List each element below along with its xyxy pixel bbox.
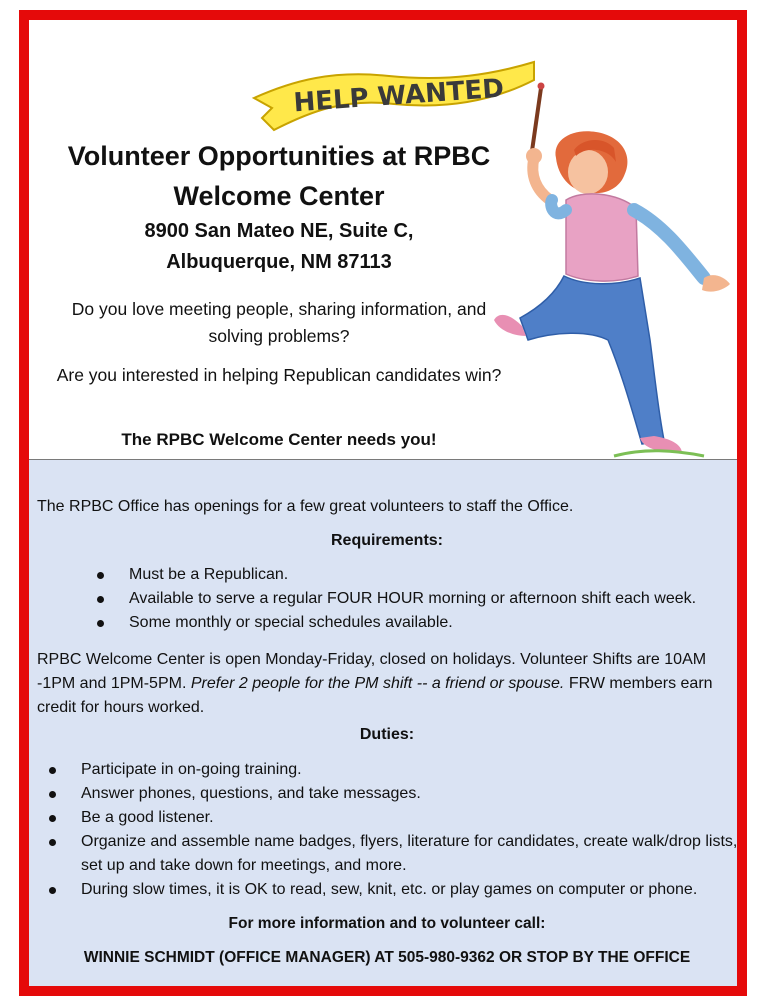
hours-tail: FRW members earn credit for hours worked.: [37, 675, 713, 716]
hand-icon: [526, 148, 542, 164]
pink-shirt: [566, 194, 638, 281]
list-item: [37, 806, 741, 830]
right-hand: [702, 275, 730, 291]
right-arm: [634, 210, 704, 278]
blue-jeans: [520, 276, 664, 444]
title-line-1: Volunteer Opportunities at RPBC: [67, 141, 491, 171]
list-item: [37, 563, 696, 587]
duty-text: Organize and assemble name badges, flyers, literature for candidates, create walk/drop lists, set up and take down for meetings, and more.: [81, 833, 738, 874]
title-line-2: Welcome Center: [173, 181, 385, 211]
list-item: [37, 782, 741, 806]
bullet-icon: [97, 596, 104, 603]
duties-heading: Duties:: [359, 726, 415, 743]
duties-list: [37, 758, 741, 902]
flag-pole: [531, 88, 541, 158]
bullet-icon: [49, 839, 56, 846]
openings-text: The RPBC Office has openings for a few great volunteers to staff the Office.: [37, 498, 574, 515]
flag-pole-tip: [538, 83, 545, 90]
requirement-text: Some monthly or special schedules available.: [129, 614, 453, 631]
bullet-icon: [97, 572, 104, 579]
requirement-text: Available to serve a regular FOUR HOUR morning or afternoon shift each week.: [129, 590, 697, 607]
call-out: The RPBC Welcome Center needs you!: [121, 430, 437, 449]
duty-text: Participate in on-going training.: [81, 761, 302, 778]
left-sleeve: [551, 200, 566, 213]
flyer-frame: [19, 10, 747, 996]
intro-question-1: Do you love meeting people, sharing information, and solving problems?: [71, 299, 487, 346]
grass: [614, 451, 704, 456]
bullet-icon: [49, 815, 56, 822]
page-title: [54, 136, 504, 216]
list-item: [37, 587, 696, 611]
bullet-icon: [49, 791, 56, 798]
raised-arm: [533, 158, 550, 200]
contact-text: WINNIE SCHMIDT (OFFICE MANAGER) AT 505-980-9362 OR STOP BY THE OFFICE: [83, 949, 691, 966]
list-item: [37, 830, 741, 878]
address-line-2: Albuquerque, NM 87113: [166, 251, 392, 273]
list-item: [37, 878, 741, 902]
flyer-header-section: [29, 20, 737, 459]
bullet-icon: [97, 620, 104, 627]
duty-text: Be a good listener.: [81, 809, 214, 826]
bullet-icon: [49, 767, 56, 774]
requirements-list: [37, 563, 696, 635]
requirement-text: Must be a Republican.: [129, 566, 289, 583]
list-item: [37, 611, 696, 635]
duty-text: Answer phones, questions, and take messages.: [81, 785, 421, 802]
intro-question-2: Are you interested in helping Republican candidates win?: [56, 365, 502, 385]
duty-text: During slow times, it is OK to read, sew, knit, etc. or play games on computer or phone.: [81, 881, 698, 898]
hours-text: RPBC Welcome Center is open Monday-Friday, closed on holidays. Volunteer Shifts are 10AM -1PM and 1PM-5PM.: [37, 651, 707, 692]
head: [568, 150, 608, 194]
list-item: [37, 758, 741, 782]
banner-text: HELP WANTED: [292, 73, 505, 119]
bullet-icon: [49, 887, 56, 894]
hours-italic-note: Prefer 2 people for the PM shift -- a friend or spouse.: [190, 675, 565, 692]
more-info-text: For more information and to volunteer call:: [228, 915, 546, 932]
hours-paragraph: [37, 648, 727, 720]
address-line-1: 8900 San Mateo NE, Suite C,: [144, 220, 414, 242]
requirements-heading: Requirements:: [330, 532, 444, 549]
flyer-details-section: [29, 459, 737, 986]
